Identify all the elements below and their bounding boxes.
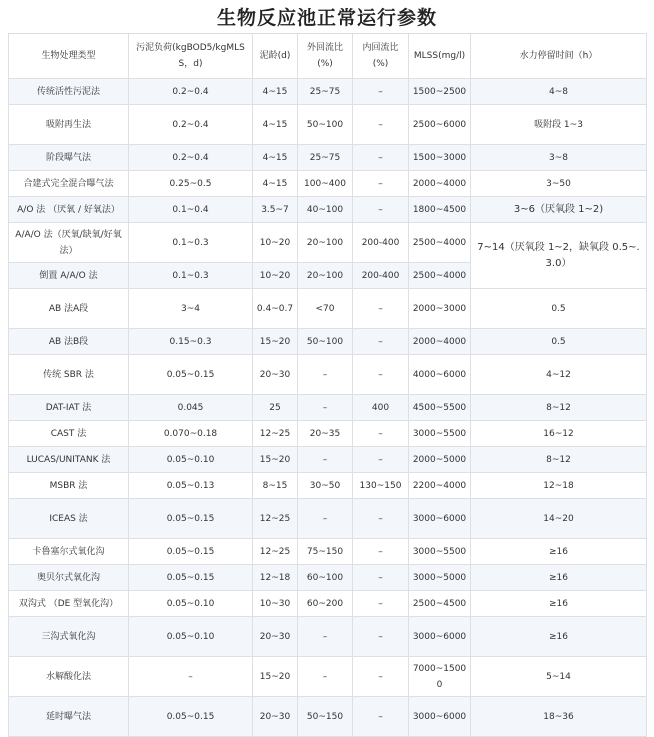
cell-mlss: 2000~3000 [409,289,471,329]
header-sludge-age: 泥龄(d) [253,34,298,79]
cell-sludge-age: 15~20 [253,657,298,697]
cell-mlss: 4000~6000 [409,355,471,395]
cell-internal-reflux: – [353,617,409,657]
cell-hrt: ≥16 [471,539,647,565]
cell-mlss: 7000~15000 [409,657,471,697]
table-row [9,395,647,421]
cell-external-reflux: 100~400 [298,171,353,197]
cell-type: 奥贝尔式氧化沟 [9,565,129,591]
cell-sludge-load: 0.1~0.3 [129,263,253,289]
cell-mlss: 1500~2500 [409,79,471,105]
table-row [9,591,647,617]
cell-mlss: 1800~4500 [409,197,471,223]
cell-type: AB 法B段 [9,329,129,355]
cell-sludge-age: 3.5~7 [253,197,298,223]
cell-sludge-age: 4~15 [253,105,298,145]
cell-type: CAST 法 [9,421,129,447]
cell-internal-reflux: 200-400 [353,263,409,289]
cell-type: MSBR 法 [9,473,129,499]
page-title: 生物反应池正常运行参数 [216,7,437,29]
parameters-table [8,33,647,737]
cell-internal-reflux: – [353,697,409,737]
cell-mlss: 2000~4000 [409,329,471,355]
cell-internal-reflux: – [353,447,409,473]
cell-sludge-age: 20~30 [253,355,298,395]
cell-mlss: 3000~6000 [409,697,471,737]
cell-hrt: 8~12 [471,447,647,473]
cell-sludge-age: 10~20 [253,263,298,289]
cell-sludge-age: 20~30 [253,697,298,737]
cell-type: A/A/O 法（厌氧/缺氧/好氧法） [9,223,129,263]
cell-external-reflux: – [298,617,353,657]
cell-mlss: 2500~4000 [409,263,471,289]
header-hrt: 水力停留时间（h） [471,34,647,79]
cell-external-reflux: 30~50 [298,473,353,499]
cell-type: 三沟式氧化沟 [9,617,129,657]
cell-mlss: 2000~4000 [409,171,471,197]
cell-external-reflux: 60~100 [298,565,353,591]
cell-external-reflux: 50~100 [298,105,353,145]
cell-sludge-load: 0.1~0.4 [129,197,253,223]
cell-mlss: 2500~4000 [409,223,471,263]
cell-sludge-load: 0.05~0.15 [129,539,253,565]
cell-hrt: 0.5 [471,329,647,355]
table-row [9,499,647,539]
cell-sludge-age: 0.4~0.7 [253,289,298,329]
cell-sludge-age: 12~18 [253,565,298,591]
cell-internal-reflux: – [353,105,409,145]
cell-type: ICEAS 法 [9,499,129,539]
cell-mlss: 2000~5000 [409,447,471,473]
cell-mlss: 3000~5500 [409,539,471,565]
cell-internal-reflux: – [353,421,409,447]
cell-internal-reflux: – [353,197,409,223]
cell-sludge-load: 0.045 [129,395,253,421]
cell-mlss: 3000~6000 [409,499,471,539]
table-row [9,145,647,171]
cell-hrt: 5~14 [471,657,647,697]
header-external-reflux: 外回流比(%) [298,34,353,79]
cell-sludge-age: 10~30 [253,591,298,617]
table-row [9,697,647,737]
cell-sludge-age: 12~25 [253,499,298,539]
cell-internal-reflux: – [353,355,409,395]
cell-sludge-age: 15~20 [253,447,298,473]
cell-external-reflux: – [298,499,353,539]
cell-type: DAT-IAT 法 [9,395,129,421]
cell-hrt: 16~12 [471,421,647,447]
cell-internal-reflux: – [353,329,409,355]
cell-sludge-age: 15~20 [253,329,298,355]
header-mlss: MLSS(mg/l) [409,34,471,79]
cell-external-reflux: 25~75 [298,79,353,105]
cell-sludge-load: 0.070~0.18 [129,421,253,447]
cell-mlss: 4500~5500 [409,395,471,421]
cell-sludge-load: 0.05~0.10 [129,591,253,617]
cell-internal-reflux: 130~150 [353,473,409,499]
cell-sludge-age: 4~15 [253,171,298,197]
header-sludge-load: 污泥负荷(kgBOD5/kgMLSS，d) [129,34,253,79]
cell-hrt: 3~50 [471,171,647,197]
table-row [9,289,647,329]
header-internal-reflux: 内回流比(%) [353,34,409,79]
cell-type: 延时曝气法 [9,697,129,737]
cell-external-reflux: – [298,657,353,697]
table-row [9,197,647,223]
cell-sludge-load: – [129,657,253,697]
cell-external-reflux: – [298,395,353,421]
cell-external-reflux: 75~150 [298,539,353,565]
cell-sludge-load: 0.05~0.15 [129,697,253,737]
cell-sludge-load: 3~4 [129,289,253,329]
cell-external-reflux: 60~200 [298,591,353,617]
cell-hrt: 8~12 [471,395,647,421]
cell-type: 吸附再生法 [9,105,129,145]
cell-external-reflux: 25~75 [298,145,353,171]
table-row [9,421,647,447]
cell-sludge-load: 0.05~0.15 [129,355,253,395]
cell-internal-reflux: 400 [353,395,409,421]
cell-sludge-load: 0.05~0.10 [129,447,253,473]
cell-external-reflux: 40~100 [298,197,353,223]
cell-external-reflux: 20~35 [298,421,353,447]
table-row [9,329,647,355]
cell-external-reflux: – [298,355,353,395]
cell-sludge-age: 10~20 [253,223,298,263]
cell-internal-reflux: – [353,289,409,329]
table-row [9,79,647,105]
cell-external-reflux: 50~150 [298,697,353,737]
table-row [9,105,647,145]
cell-mlss: 3000~5000 [409,565,471,591]
cell-internal-reflux: – [353,499,409,539]
cell-hrt: 18~36 [471,697,647,737]
cell-sludge-load: 0.1~0.3 [129,223,253,263]
cell-sludge-age: 20~30 [253,617,298,657]
cell-sludge-load: 0.15~0.3 [129,329,253,355]
cell-sludge-load: 0.05~0.10 [129,617,253,657]
cell-internal-reflux: 200-400 [353,223,409,263]
cell-type: 水解酸化法 [9,657,129,697]
cell-type: 传统活性污泥法 [9,79,129,105]
cell-internal-reflux: – [353,171,409,197]
cell-type: 合建式完全混合曝气法 [9,171,129,197]
cell-internal-reflux: – [353,657,409,697]
cell-mlss: 1500~3000 [409,145,471,171]
cell-hrt: 4~8 [471,79,647,105]
table-row [9,473,647,499]
cell-hrt: ≥16 [471,617,647,657]
cell-hrt: ≥16 [471,565,647,591]
table-row [9,539,647,565]
header-row [9,34,647,79]
cell-hrt: ≥16 [471,591,647,617]
cell-mlss: 2200~4000 [409,473,471,499]
cell-internal-reflux: – [353,145,409,171]
cell-hrt: 吸附段 1~3 [471,105,647,145]
cell-type: A/O 法 （厌氧 / 好氧法） [9,197,129,223]
cell-sludge-load: 0.2~0.4 [129,145,253,171]
cell-hrt: 7~14（厌氧段 1~2，缺氧段 0.5~.3.0） [471,223,647,289]
cell-type: LUCAS/UNITANK 法 [9,447,129,473]
cell-sludge-load: 0.05~0.15 [129,499,253,539]
cell-type: 倒置 A/A/O 法 [9,263,129,289]
cell-type: 传统 SBR 法 [9,355,129,395]
cell-internal-reflux: – [353,591,409,617]
cell-sludge-age: 25 [253,395,298,421]
cell-sludge-age: 4~15 [253,145,298,171]
header-type: 生物处理类型 [9,34,129,79]
cell-type: 卡鲁塞尔式氧化沟 [9,539,129,565]
cell-mlss: 3000~5500 [409,421,471,447]
cell-sludge-load: 0.2~0.4 [129,79,253,105]
cell-sludge-age: 8~15 [253,473,298,499]
table-row [9,565,647,591]
cell-external-reflux: 50~100 [298,329,353,355]
cell-mlss: 3000~6000 [409,617,471,657]
cell-sludge-load: 0.05~0.15 [129,565,253,591]
cell-external-reflux: – [298,447,353,473]
cell-sludge-age: 4~15 [253,79,298,105]
cell-hrt: 14~20 [471,499,647,539]
cell-sludge-load: 0.2~0.4 [129,105,253,145]
cell-hrt: 12~18 [471,473,647,499]
cell-internal-reflux: – [353,539,409,565]
cell-internal-reflux: – [353,79,409,105]
cell-external-reflux: 20~100 [298,263,353,289]
cell-hrt: 4~12 [471,355,647,395]
cell-internal-reflux: – [353,565,409,591]
cell-type: 双沟式 （DE 型氧化沟） [9,591,129,617]
table-row [9,657,647,697]
table-row [9,355,647,395]
table-row [9,447,647,473]
cell-hrt: 3~8 [471,145,647,171]
cell-hrt: 3~6（厌氧段 1~2) [471,197,647,223]
cell-type: AB 法A段 [9,289,129,329]
cell-type: 阶段曝气法 [9,145,129,171]
cell-sludge-age: 12~25 [253,421,298,447]
cell-mlss: 2500~4500 [409,591,471,617]
cell-sludge-age: 12~25 [253,539,298,565]
cell-sludge-load: 0.25~0.5 [129,171,253,197]
cell-hrt: 0.5 [471,289,647,329]
cell-mlss: 2500~6000 [409,105,471,145]
table-row [9,223,647,263]
cell-external-reflux: <70 [298,289,353,329]
table-row [9,171,647,197]
cell-external-reflux: 20~100 [298,223,353,263]
cell-sludge-load: 0.05~0.13 [129,473,253,499]
table-row [9,617,647,657]
